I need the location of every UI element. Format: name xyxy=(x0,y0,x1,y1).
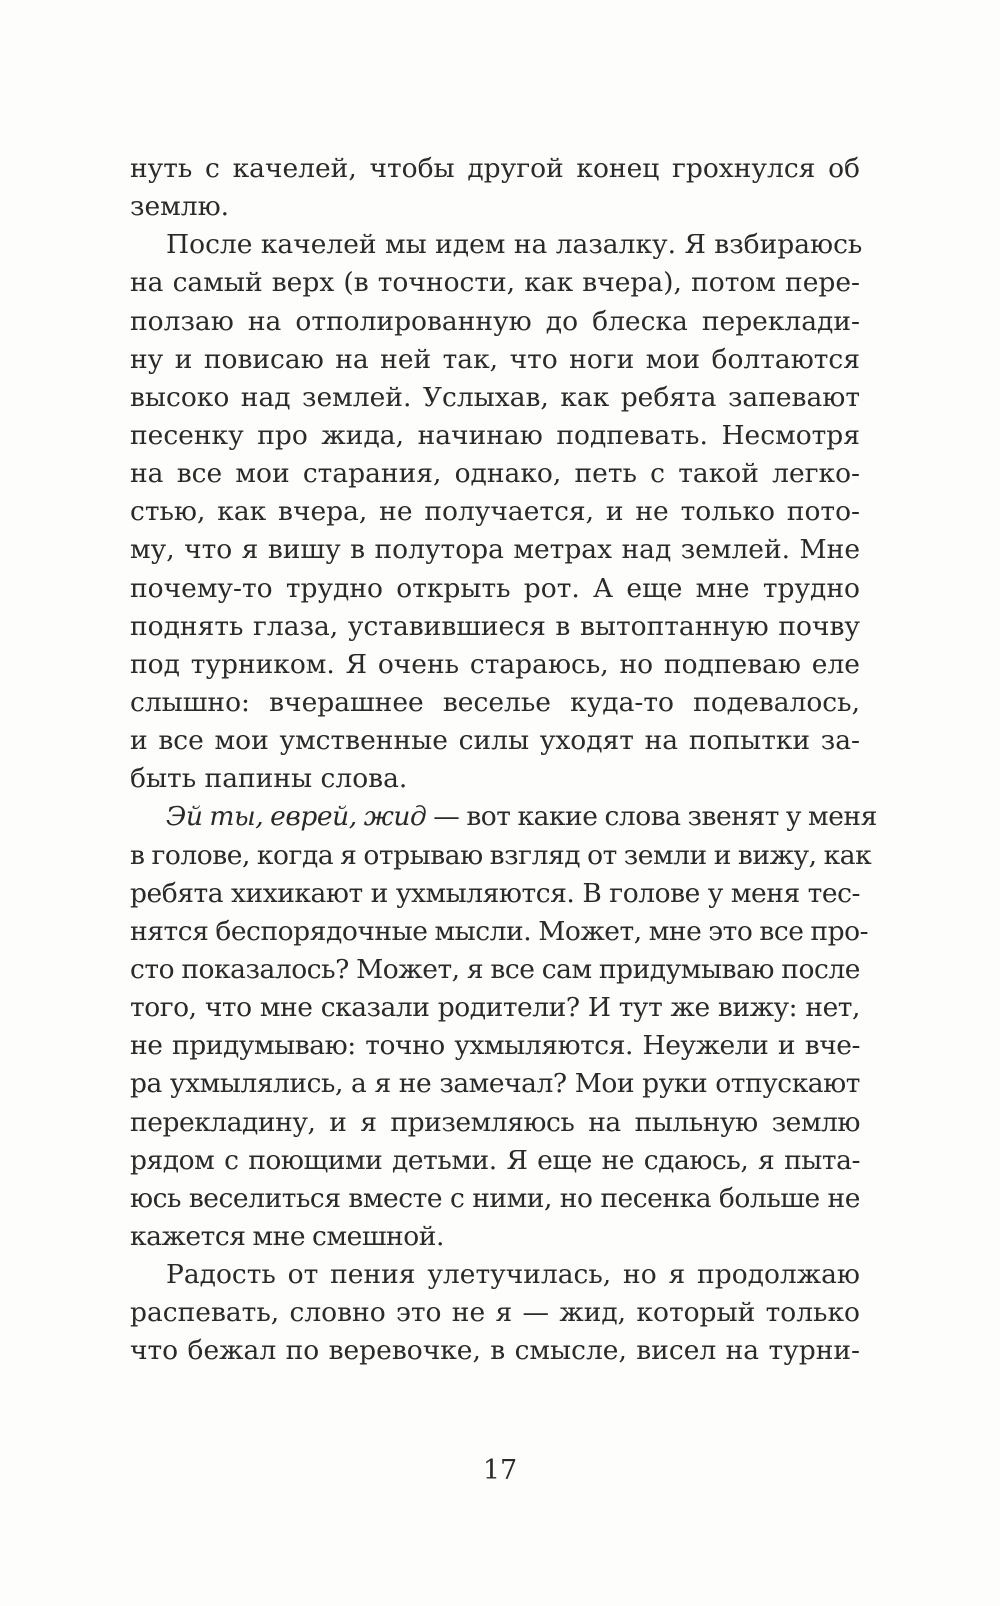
text-line: После качелей мы идем на лазалку. Я взбираюсь xyxy=(166,229,863,261)
text-line: стью, как вчера, не получается, и не только пото- xyxy=(130,496,860,528)
text-line: рядом с поющими детьми. Я еще не сдаюсь, я пыта- xyxy=(130,1144,860,1176)
text-line: землю. xyxy=(130,191,230,223)
text-line: сто показалось? Может, я все сам придумываю после xyxy=(130,953,860,985)
text-line: му, что я вишу в полутора метрах над землей. Мне xyxy=(130,534,860,566)
text-line: поднять глаза, уставившиеся в вытоптанную почву xyxy=(130,610,860,642)
text-line: на самый верх (в точности, как вчера), потом пере- xyxy=(130,267,860,299)
page-number: 17 xyxy=(482,1455,518,1486)
text-line: не придумываю: точно ухмыляются. Неужели и вче- xyxy=(130,1030,860,1062)
text-line: слышно: вчерашнее веселье куда-то подевалось, xyxy=(130,686,860,718)
text-line: кажется мне смешной. xyxy=(130,1220,444,1252)
text-line: нуть с качелей, чтобы другой конец грохнулся об xyxy=(130,153,860,184)
text-line: нятся беспорядочные мысли. Может, мне это все про- xyxy=(130,915,869,947)
text-line: распевать, словно это не я — жид, который только xyxy=(130,1297,860,1329)
text-line: на все мои старания, однако, петь с такой легко- xyxy=(130,458,860,490)
text-line: быть папины слова. xyxy=(130,763,408,795)
text-line: и все мои умственные силы уходят на попытки за- xyxy=(130,725,860,757)
text-line: высоко над землей. Услыхав, как ребята запевают xyxy=(130,381,860,413)
text-line: ребята хихикают и ухмыляются. В голове у меня тес- xyxy=(130,877,860,909)
text-line xyxy=(130,798,877,836)
text-line: под турником. Я очень стараюсь, но подпеваю еле xyxy=(130,648,860,680)
body-text xyxy=(130,150,877,1371)
text-line: того, что мне сказали родители? И тут же вижу: нет, xyxy=(130,992,860,1024)
text-line-rest: — вот какие слова звенят у меня xyxy=(426,801,877,833)
text-line: юсь веселиться вместе с ними, но песенка больше не xyxy=(130,1182,860,1214)
text-line: ну и повисаю на ней так, что ноги мои болтаются xyxy=(130,343,860,375)
text-line: в голове, когда я отрываю взгляд от земли и вижу, как xyxy=(130,839,872,871)
text-line: ползаю на отполированную до блеска переклади- xyxy=(130,305,860,337)
text-line: песенку про жида, начинаю подпевать. Несмотря xyxy=(130,419,860,451)
text-line: почему-то трудно открыть рот. А еще мне трудно xyxy=(130,572,860,604)
text-line: что бежал по веревочке, в смысле, висел на турни- xyxy=(130,1335,860,1367)
italic-phrase: Эй ты, еврей, жид xyxy=(166,801,427,833)
text-line: ра ухмылялись, а я не замечал? Мои руки отпускают xyxy=(130,1068,860,1100)
text-line: Радость от пения улетучилась, но я продолжаю xyxy=(166,1259,860,1291)
text-line: перекладину, и я приземляюсь на пыльную землю xyxy=(130,1106,860,1138)
